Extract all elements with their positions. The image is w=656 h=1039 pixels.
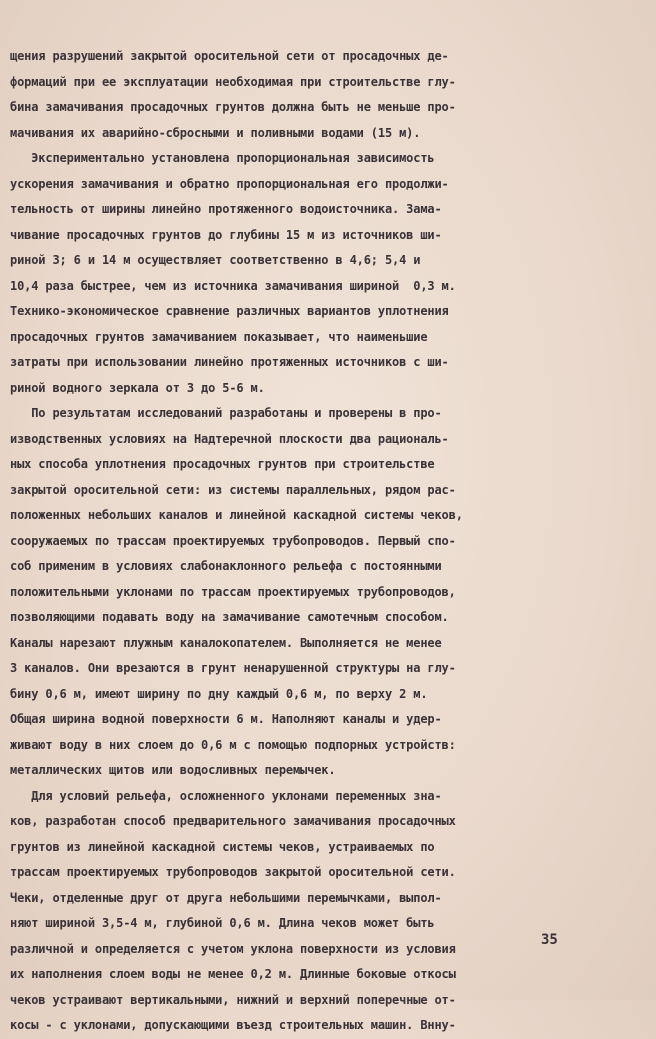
body-text (10, 44, 590, 1039)
text-line: трассам проектируемых трубопроводов закрытой оросительной сети. (10, 865, 456, 879)
text-line: живают воду в них слоем до 0,6 м с помощью подпорных устройств: (10, 737, 456, 752)
text-line: просадочных грунтов замачиванием показывает, что наименьшие (10, 329, 428, 344)
text-line: Для условий рельефа, осложненного уклонами переменных зна- (10, 788, 442, 803)
text-line: 10,4 раза быстрее, чем из источника замачивания шириной 0,3 м. (10, 278, 456, 293)
text-line: закрытой оросительной сети: из системы параллельных, рядом рас- (10, 482, 456, 497)
text-line: положительными уклонами по трассам проектируемых трубопроводов, (10, 584, 456, 599)
text-line: Экспериментально установлена пропорциональная зависимость (10, 151, 435, 165)
text-line: положенных небольших каналов и линейной каскадной системы чеков, (10, 508, 463, 522)
text-line: риной водного зеркала от 3 до 5-6 м. (10, 380, 265, 395)
text-line: косы - с уклонами, допускающими въезд строительных машин. Внну- (10, 1018, 456, 1032)
text-line: чеков устраивают вертикальными, нижний и верхний поперечные от- (10, 992, 456, 1007)
text-line: их наполнения слоем воды не менее 0,2 м. Длинные боковые откосы (10, 967, 456, 981)
text-line: щения разрушений закрытой оросительной сети от просадочных де- (10, 49, 449, 63)
text-line: формаций при ее эксплуатации необходимая при строительстве глу- (10, 74, 456, 89)
text-line: затраты при использовании линейно протяженных источников с ши- (10, 355, 449, 369)
text-line: Чеки, отделенные друг от друга небольшими перемычками, выпол- (10, 890, 442, 905)
text-line: ускорения замачивания и обратно пропорциональная его продолжи- (10, 176, 449, 191)
text-line: По результатам исследований разработаны и проверены в про- (10, 406, 442, 420)
text-line: риной 3; 6 и 14 м осуществляет соответственно в 4,6; 5,4 и (10, 253, 421, 267)
text-line: тельность от ширины линейно протяженного водоисточника. Зама- (10, 202, 442, 216)
text-line: бина замачивания просадочных грунтов должна быть не меньше про- (10, 100, 456, 114)
text-line: грунтов из линейной каскадной системы чеков, устраиваемых по (10, 839, 435, 854)
page-number: 35 (541, 932, 558, 948)
text-line: изводственных условиях на Надтеречной плоскости два рациональ- (10, 431, 449, 446)
text-line: ков, разработан способ предварительного замачивания просадочных (10, 814, 456, 828)
text-line: Каналы нарезают плужным каналокопателем. Выполняется не менее (10, 635, 442, 650)
text-line: различной и определяется с учетом уклона поверхности из условия (10, 941, 456, 956)
text-line: чивание просадочных грунтов до глубины 15 м из источников ши- (10, 227, 442, 242)
text-line: Общая ширина водной поверхности 6 м. Наполняют каналы и удер- (10, 712, 442, 726)
text-line: позволяющими подавать воду на замачивание самотечным способом. (10, 610, 449, 624)
text-line: соб применим в условиях слабонаклонного рельефа с постоянными (10, 559, 442, 573)
text-line: 3 каналов. Они врезаются в грунт ненарушенной структуры на глу- (10, 661, 456, 675)
text-line: бину 0,6 м, имеют ширину по дну каждый 0,6 м, по верху 2 м. (10, 686, 428, 701)
text-line: мачивания их аварийно-сбросными и поливными водами (15 м). (10, 125, 421, 140)
text-line: Технико-экономическое сравнение различных вариантов уплотнения (10, 304, 449, 318)
text-line: сооружаемых по трассам проектируемых трубопроводов. Первый спо- (10, 533, 456, 548)
text-line: ных способа уплотнения просадочных грунтов при строительстве (10, 457, 435, 471)
text-line: няют шириной 3,5-4 м, глубиной 0,6 м. Длина чеков может быть (10, 916, 435, 930)
text-line: металлических щитов или водосливных перемычек. (10, 763, 336, 777)
